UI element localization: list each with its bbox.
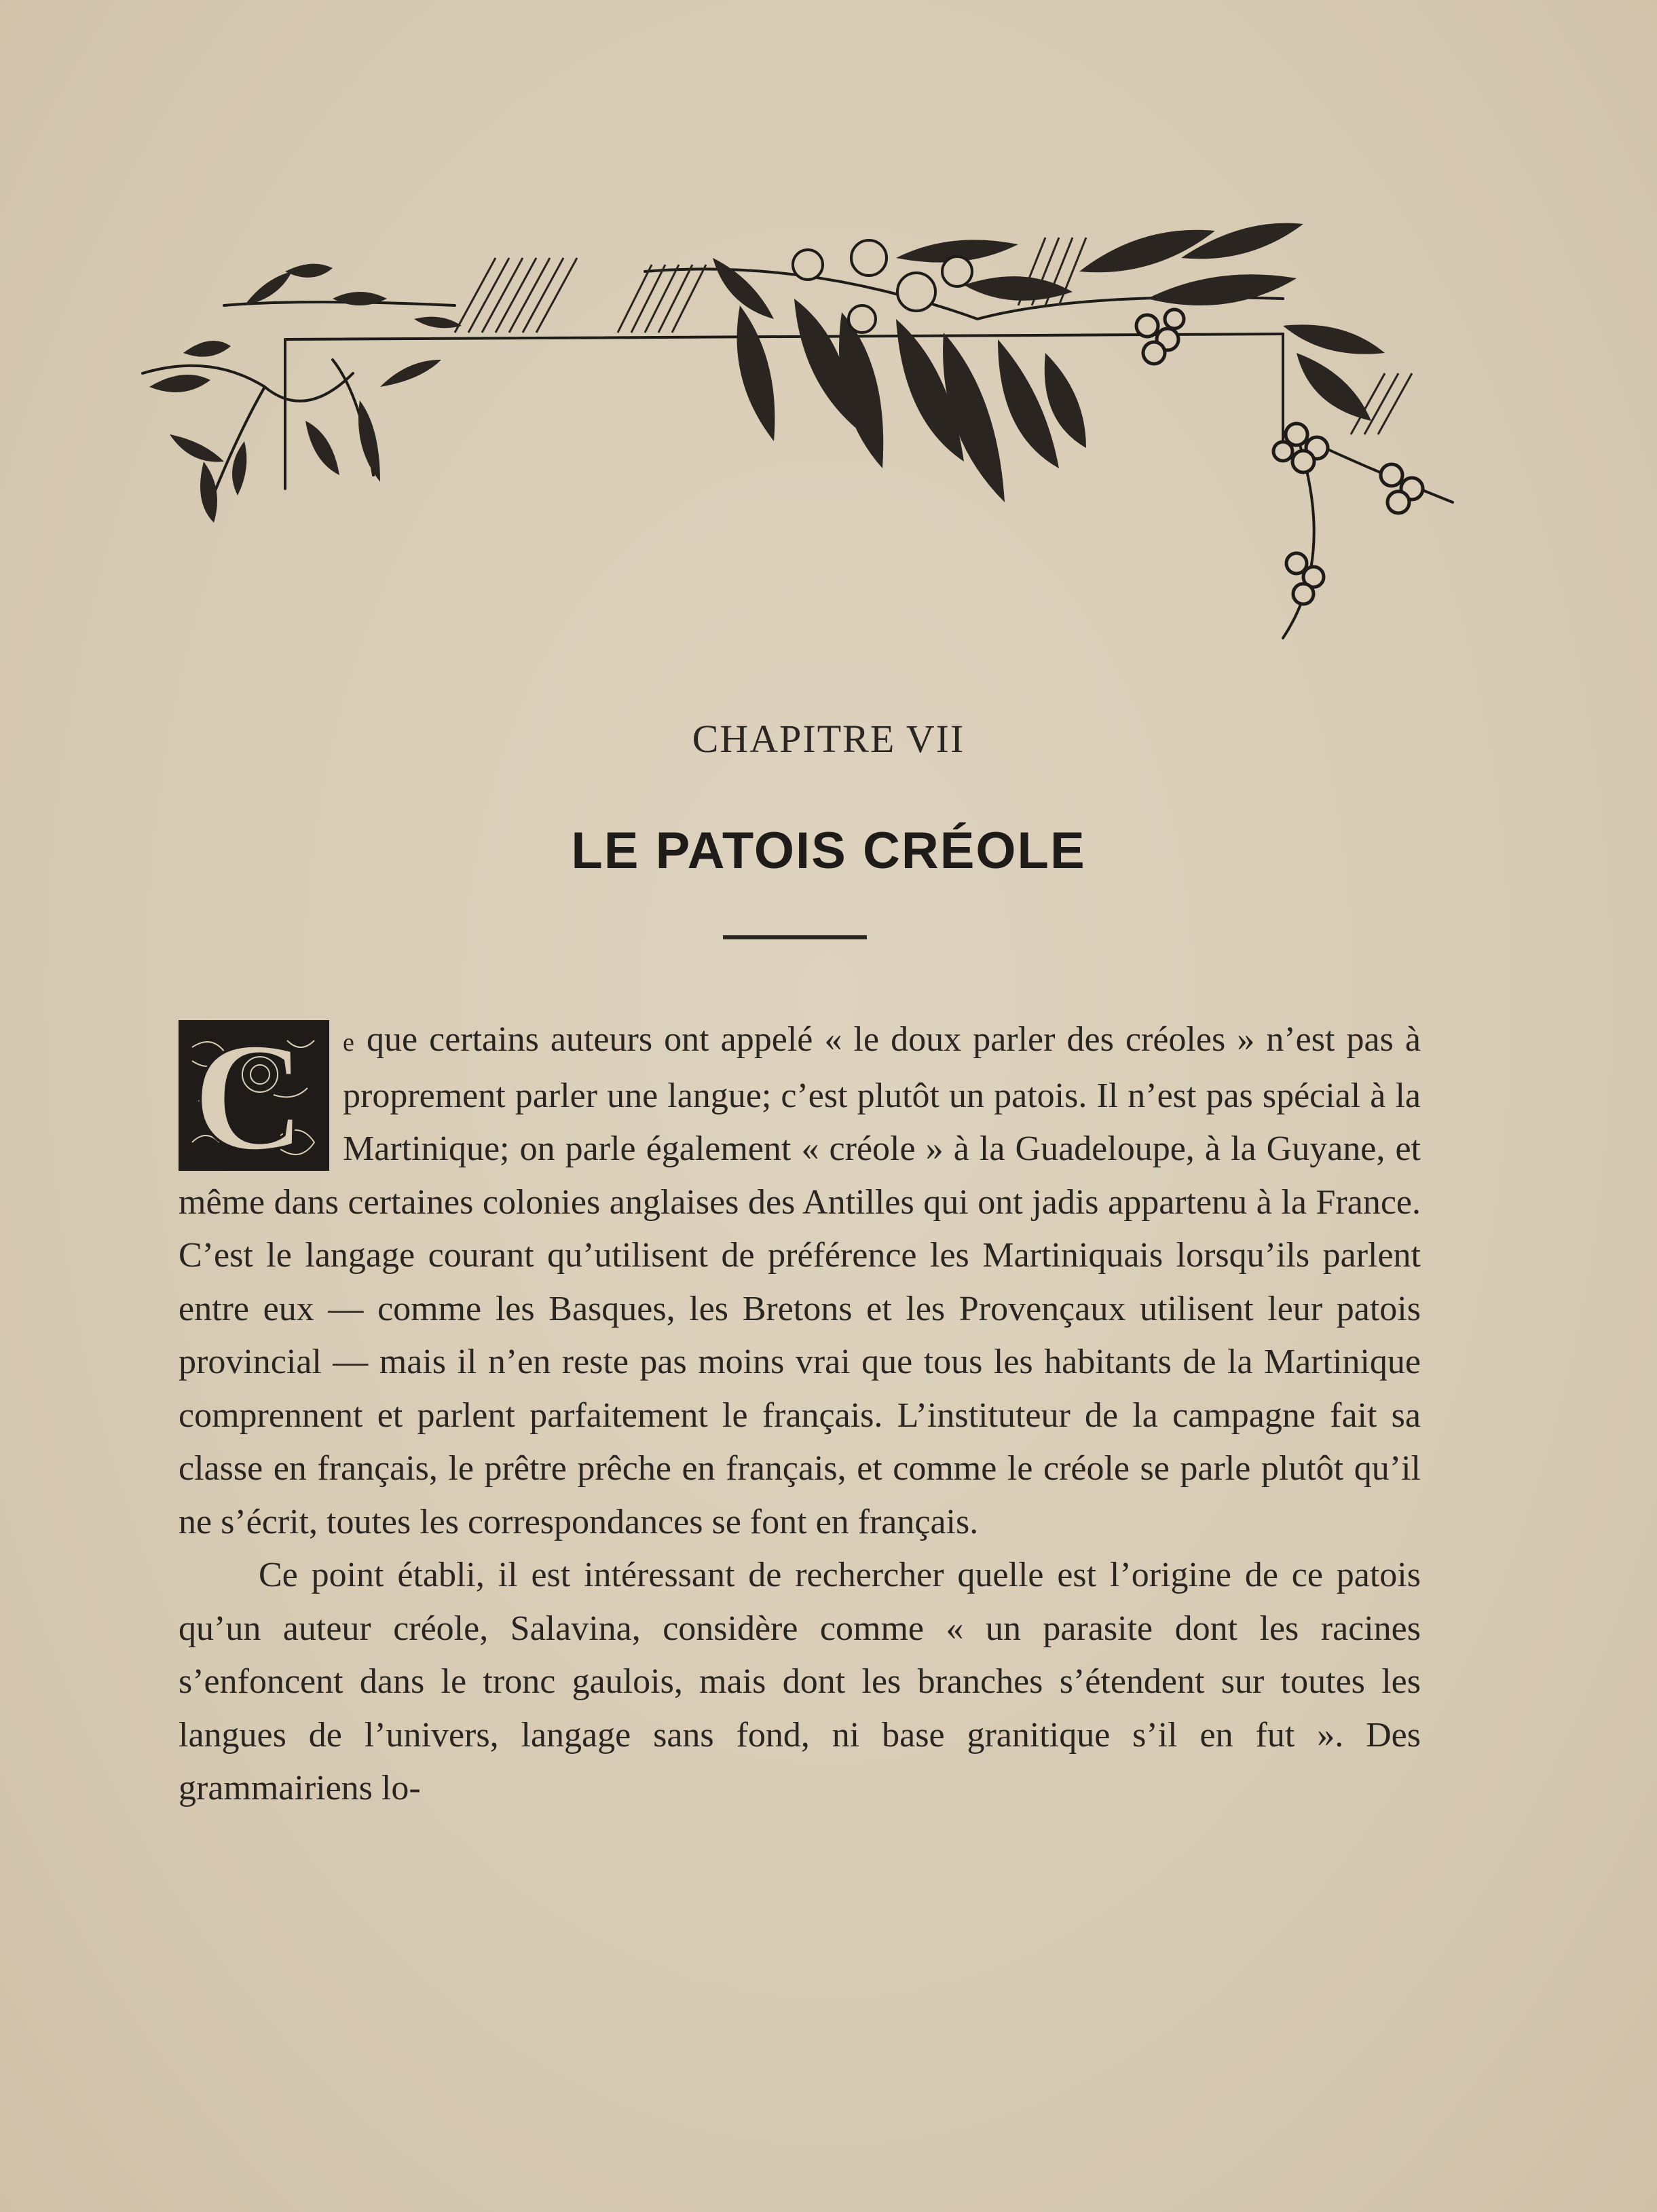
chapter-title: LE PATOIS CRÉOLE [571,822,1086,880]
paragraph-2 [179,1549,1421,1816]
title-divider [723,935,867,939]
dropcap-letter: C [192,1020,306,1171]
paragraph-2-text: Ce point établi, il est intéressant de rechercher quelle est l’origine de ce patois qu’un auteur créole, Salavina, considère comme « un parasite dont les racines s’enfoncent dans le tronc gaulois, mais dont les branches s’étendent sur toutes les langues de l’univers, langage sans fond, ni base granitique s’il en fut ». Des grammairiens lo- [179,1556,1421,1807]
body-text [179,1013,1421,1816]
chapter-number: CHAPITRE VII [692,717,965,761]
foliage-ornament-icon [129,217,1473,658]
dropcap-c-icon [179,1020,329,1171]
first-word-rest: e [343,1028,355,1057]
paragraph-1 [179,1013,1421,1549]
paragraph-1-text: que certains auteurs ont appelé « le doux parler des créoles » n’est pas à proprement parler une langue; c’est plutôt un patois. Il n’est pas spécial à la Martinique; on parle également « créole » à la Guadeloupe, à la Guyane, et même dans certaines colonies anglaises des Antilles qui ont jadis appartenu à la France. C’est le langage courant qu’utilisent de préférence les Martiniquais lorsqu’ils parlent entre eux — comme les Basques, les Bretons et les Provençaux utilisent leur patois provincial — mais il n’en reste pas moins vrai que tous les habitants de la Martinique comprennent et parlent parfaitement le français. L’instituteur de la campagne fait sa classe en français, le prêtre prêche en français, et comme le créole se parle plutôt qu’il ne s’écrit, toutes les correspondances se font en français. [179,1020,1421,1541]
